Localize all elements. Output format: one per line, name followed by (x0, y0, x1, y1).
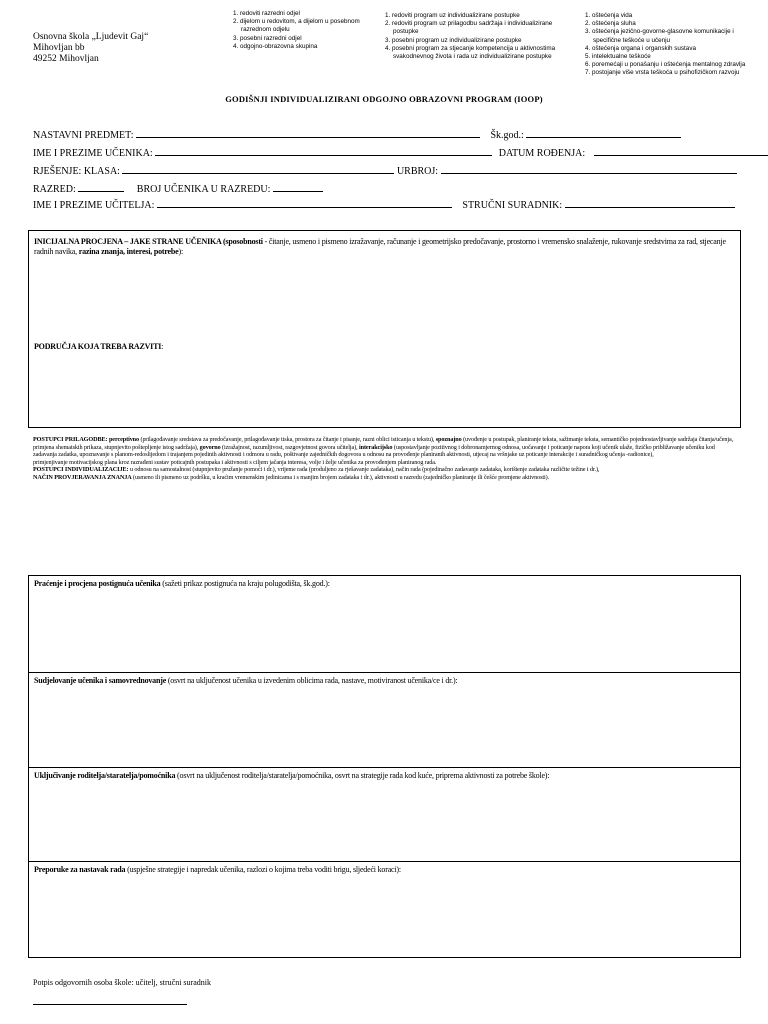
legend-item: 7. postojanje više vrsta teškoća u psihofizičkom razvoju (585, 69, 740, 77)
adaptation-text-1: (prilagođavanje sredstava za predočavanje, prilagođavanje tiska, prostora za čitanje i pisanje, razni oblici isticanja u tekstu), (139, 436, 436, 443)
row-grade (33, 182, 323, 195)
adaptation-cognitive: spoznajno (435, 436, 462, 443)
row-decision (33, 164, 737, 177)
adaptation-text-4: (uspostavljanje pozitivnog i dobronamjernog odnosa, uočavanje i poticanje napora koji učenik ulaže, fizičko približavanje učeniku kod zadavanja zadatka, upoznavanje s planom-redoslijedom i trajanjem pojedinih aktivnosti i odmora u radu, poštivanje zajedničkih dogovora u odnosu na provođenje planiranih aktivnosti, utjecaj na vršnjake uz poticanje interakcije i suradničkog učenja -radionice), (33, 443, 715, 458)
legend-item: specifične teškoće u učenju (593, 36, 671, 44)
participation-desc: (osvrt na uključenost učenika u izvedenim oblicima rada, nastave, motiviranost učenika/ce i dr.): (166, 676, 458, 685)
subject-field[interactable] (136, 128, 480, 138)
initial-assessment-box[interactable] (28, 230, 741, 428)
legend-difficulty-type (585, 12, 745, 78)
school-city: 49252 Mihovljan (33, 54, 99, 64)
row-student (33, 146, 768, 159)
decision-class-field[interactable] (122, 164, 394, 174)
reg-number-label: URBROJ: (396, 166, 439, 177)
legend-class-type (233, 10, 360, 51)
legend-item: 1. oštećenja vida (585, 12, 633, 19)
procedure-adaptation (33, 436, 739, 459)
legend-item: 4. oštećenja organa i organskih sustava (585, 44, 696, 52)
achievement-heading: Praćenje i procjena postignuća učenika (34, 579, 161, 588)
achievement-desc: (sažeti prikaz postignuća na kraju polugodišta, šk.god.): (160, 579, 330, 588)
procedure-motivation: primjenjivanje motivacijskog plana kroz razrađeni sustav poticajnih postupaka i aktivnosti s ciljem jačanja interesa, volje i želje učenika za provođenjem planiranog rada. (33, 458, 437, 466)
section-achievement[interactable] (29, 576, 740, 672)
adaptation-interaction: interakcijsko (359, 443, 393, 451)
section-recommendations[interactable] (29, 861, 740, 958)
legend-item: svakodnevnog života i rada uz individualizirane postupke (393, 53, 552, 61)
adaptation-text-2: (uvođenje u postupak, planiranje teksta, sažimanje teksta, semantičko pojednostavljivanje sadržaja čitanja/učenja, primjena shematskih prikaza, stupnjevito poštepljenje istog sadržaja), (33, 436, 734, 451)
areas-heading: PODRUČJA KOJA TREBA RAZVITI (34, 342, 162, 351)
adaptation-text-3: (izražajnost, razumljivost, razgovjetnost govora učitelja), (220, 443, 359, 451)
evaluation-box (28, 575, 741, 958)
subject-label: NASTAVNI PREDMET: (33, 130, 134, 141)
school-year-field[interactable] (526, 128, 681, 138)
parents-desc: (osvrt na uključenost roditelja/staratelja/pomoćnika, osvrt na strategije rada kod kuće, priprema aktivnosti za potrebe škole): (175, 771, 550, 780)
page-title: GODIŠNJI INDIVIDUALIZIRANI ODGOJNO OBRAZOVNI PROGRAM (IOOP) (225, 94, 543, 104)
participation-heading: Sudjelovanje učenika i samovrednovanje (34, 676, 167, 685)
legend-item: 2. redoviti program uz prilagodbu sadržaja i individualizirane (385, 20, 553, 28)
school-year-label: Šk.god.: (490, 130, 524, 141)
school-address (33, 32, 148, 65)
procedure-assessment (33, 474, 739, 482)
recommendations-heading: Preporuke za nastavak rada (34, 865, 126, 874)
student-name-field[interactable] (155, 146, 492, 156)
legend-item: 5. intelektualne teškoće (585, 53, 651, 61)
birth-date-field[interactable] (594, 146, 768, 156)
legend-item: 3. posebni razredni odjel (233, 34, 302, 42)
assessment-label: NAČIN PROVJERAVANJA ZNANJA (33, 473, 132, 481)
legend-item: 2. dijelom u redovitom, a dijelom u posebnom (233, 18, 360, 26)
adaptation-speech: govorno (199, 443, 221, 451)
assessment-text: (usmeno ili pismeno uz podršku, u kraćim vremenskim jedinicama i s manjim brojem zadataka i dr.), aktivnosti u razredu (zajedničko planiranje ili češće promjene aktivnosti). (131, 473, 550, 481)
procedures-text (33, 436, 739, 481)
grade-field[interactable] (78, 182, 124, 192)
section-participation[interactable] (29, 672, 740, 768)
decision-class-label: RJEŠENJE: KLASA: (33, 166, 120, 177)
student-count-field[interactable] (273, 182, 323, 192)
reg-number-field[interactable] (441, 164, 737, 174)
legend-item: razrednom odjelu (241, 26, 290, 34)
signature-label: Potpis odgovornih osoba škole: učitelj, stručni suradnik (33, 978, 211, 987)
row-teacher (33, 198, 735, 211)
legend-item: 1. redoviti razredni odjel (233, 10, 300, 17)
school-street: Mihovljan bb (33, 43, 85, 53)
legend-item: 3. oštećenja jezično-govorne-glasovne komunikacije i (585, 28, 734, 36)
procedure-individualization (33, 466, 739, 474)
teacher-name-field[interactable] (157, 198, 452, 208)
areas-colon: : (161, 342, 164, 351)
legend-item: 6. poremećaji u ponašanju i oštećenja mentalnog zdravlja (585, 61, 746, 69)
legend-item: postupke (393, 28, 419, 36)
legend-program-type (385, 12, 555, 61)
legend-item: 4. odgojno-obrazovna skupina (233, 42, 318, 50)
student-name-label: IME I PREZIME UČENIKA: (33, 148, 153, 159)
signature-line[interactable] (33, 1004, 187, 1005)
recommendations-desc: (uspješne strategije i napredak učenika, razlozi o kojima treba voditi brigu, sljedeći koraci): (125, 865, 401, 874)
initial-assessment-end: ): (178, 247, 184, 256)
legend-item: 4. posebni program za stjecanje kompetencija u aktivnostima (385, 44, 556, 52)
legend-item: 1. redoviti program uz individualizirane postupke (385, 12, 520, 19)
individualization-text: u odnosu na samostalnost (stupnjevito pružanje pomoći i dr.), vrijeme rada (produljeno za rješavanje zadataka), način rada (pojedinačno zadavanje zadataka, korištenje zadataka različite težine i dr.), (128, 466, 600, 473)
school-name: Osnovna škola „Ljudevit Gaj“ (33, 32, 149, 42)
birth-date-label: DATUM ROĐENJA: (498, 148, 586, 159)
student-count-label: BROJ UČENIKA U RAZREDU: (136, 184, 271, 195)
initial-assessment-bold: razina znanja, interesi, potrebe (78, 247, 179, 256)
section-parents[interactable] (29, 767, 740, 862)
parents-heading: Uključivanje roditelja/staratelja/pomoćnika (34, 771, 176, 780)
teacher-name-label: IME I PREZIME UČITELJA: (33, 200, 155, 211)
row-subject (33, 128, 681, 141)
adaptation-perceptual: : perceptivno (105, 436, 140, 443)
legend-item: 2. oštećenja sluha (585, 20, 636, 28)
initial-assessment-heading: INICIJALNA PROCJENA – JAKE STRANE UČENIKA (sposobnosti (34, 237, 263, 246)
legend-item: 3. posebni program uz individualizirane postupke (385, 36, 522, 44)
initial-assessment-text (29, 231, 740, 260)
initial-assessment-desc: - čitanje, usmeno i pismeno izražavanje, računanje i geometrijsko predočavanje, prostorno i vremensko snalaženje, rukovanje sredstvima za rad, stjecanje radnih navika, (34, 237, 726, 256)
expert-field[interactable] (565, 198, 735, 208)
grade-label: RAZRED: (33, 184, 76, 195)
individualization-label: POSTUPCI INDIVIDUALIZACIJE: (33, 466, 129, 473)
areas-to-develop (29, 339, 168, 355)
expert-label: STRUČNI SURADNIK: (462, 200, 563, 211)
adaptation-label: POSTUPCI PRILAGODBE (33, 436, 106, 443)
